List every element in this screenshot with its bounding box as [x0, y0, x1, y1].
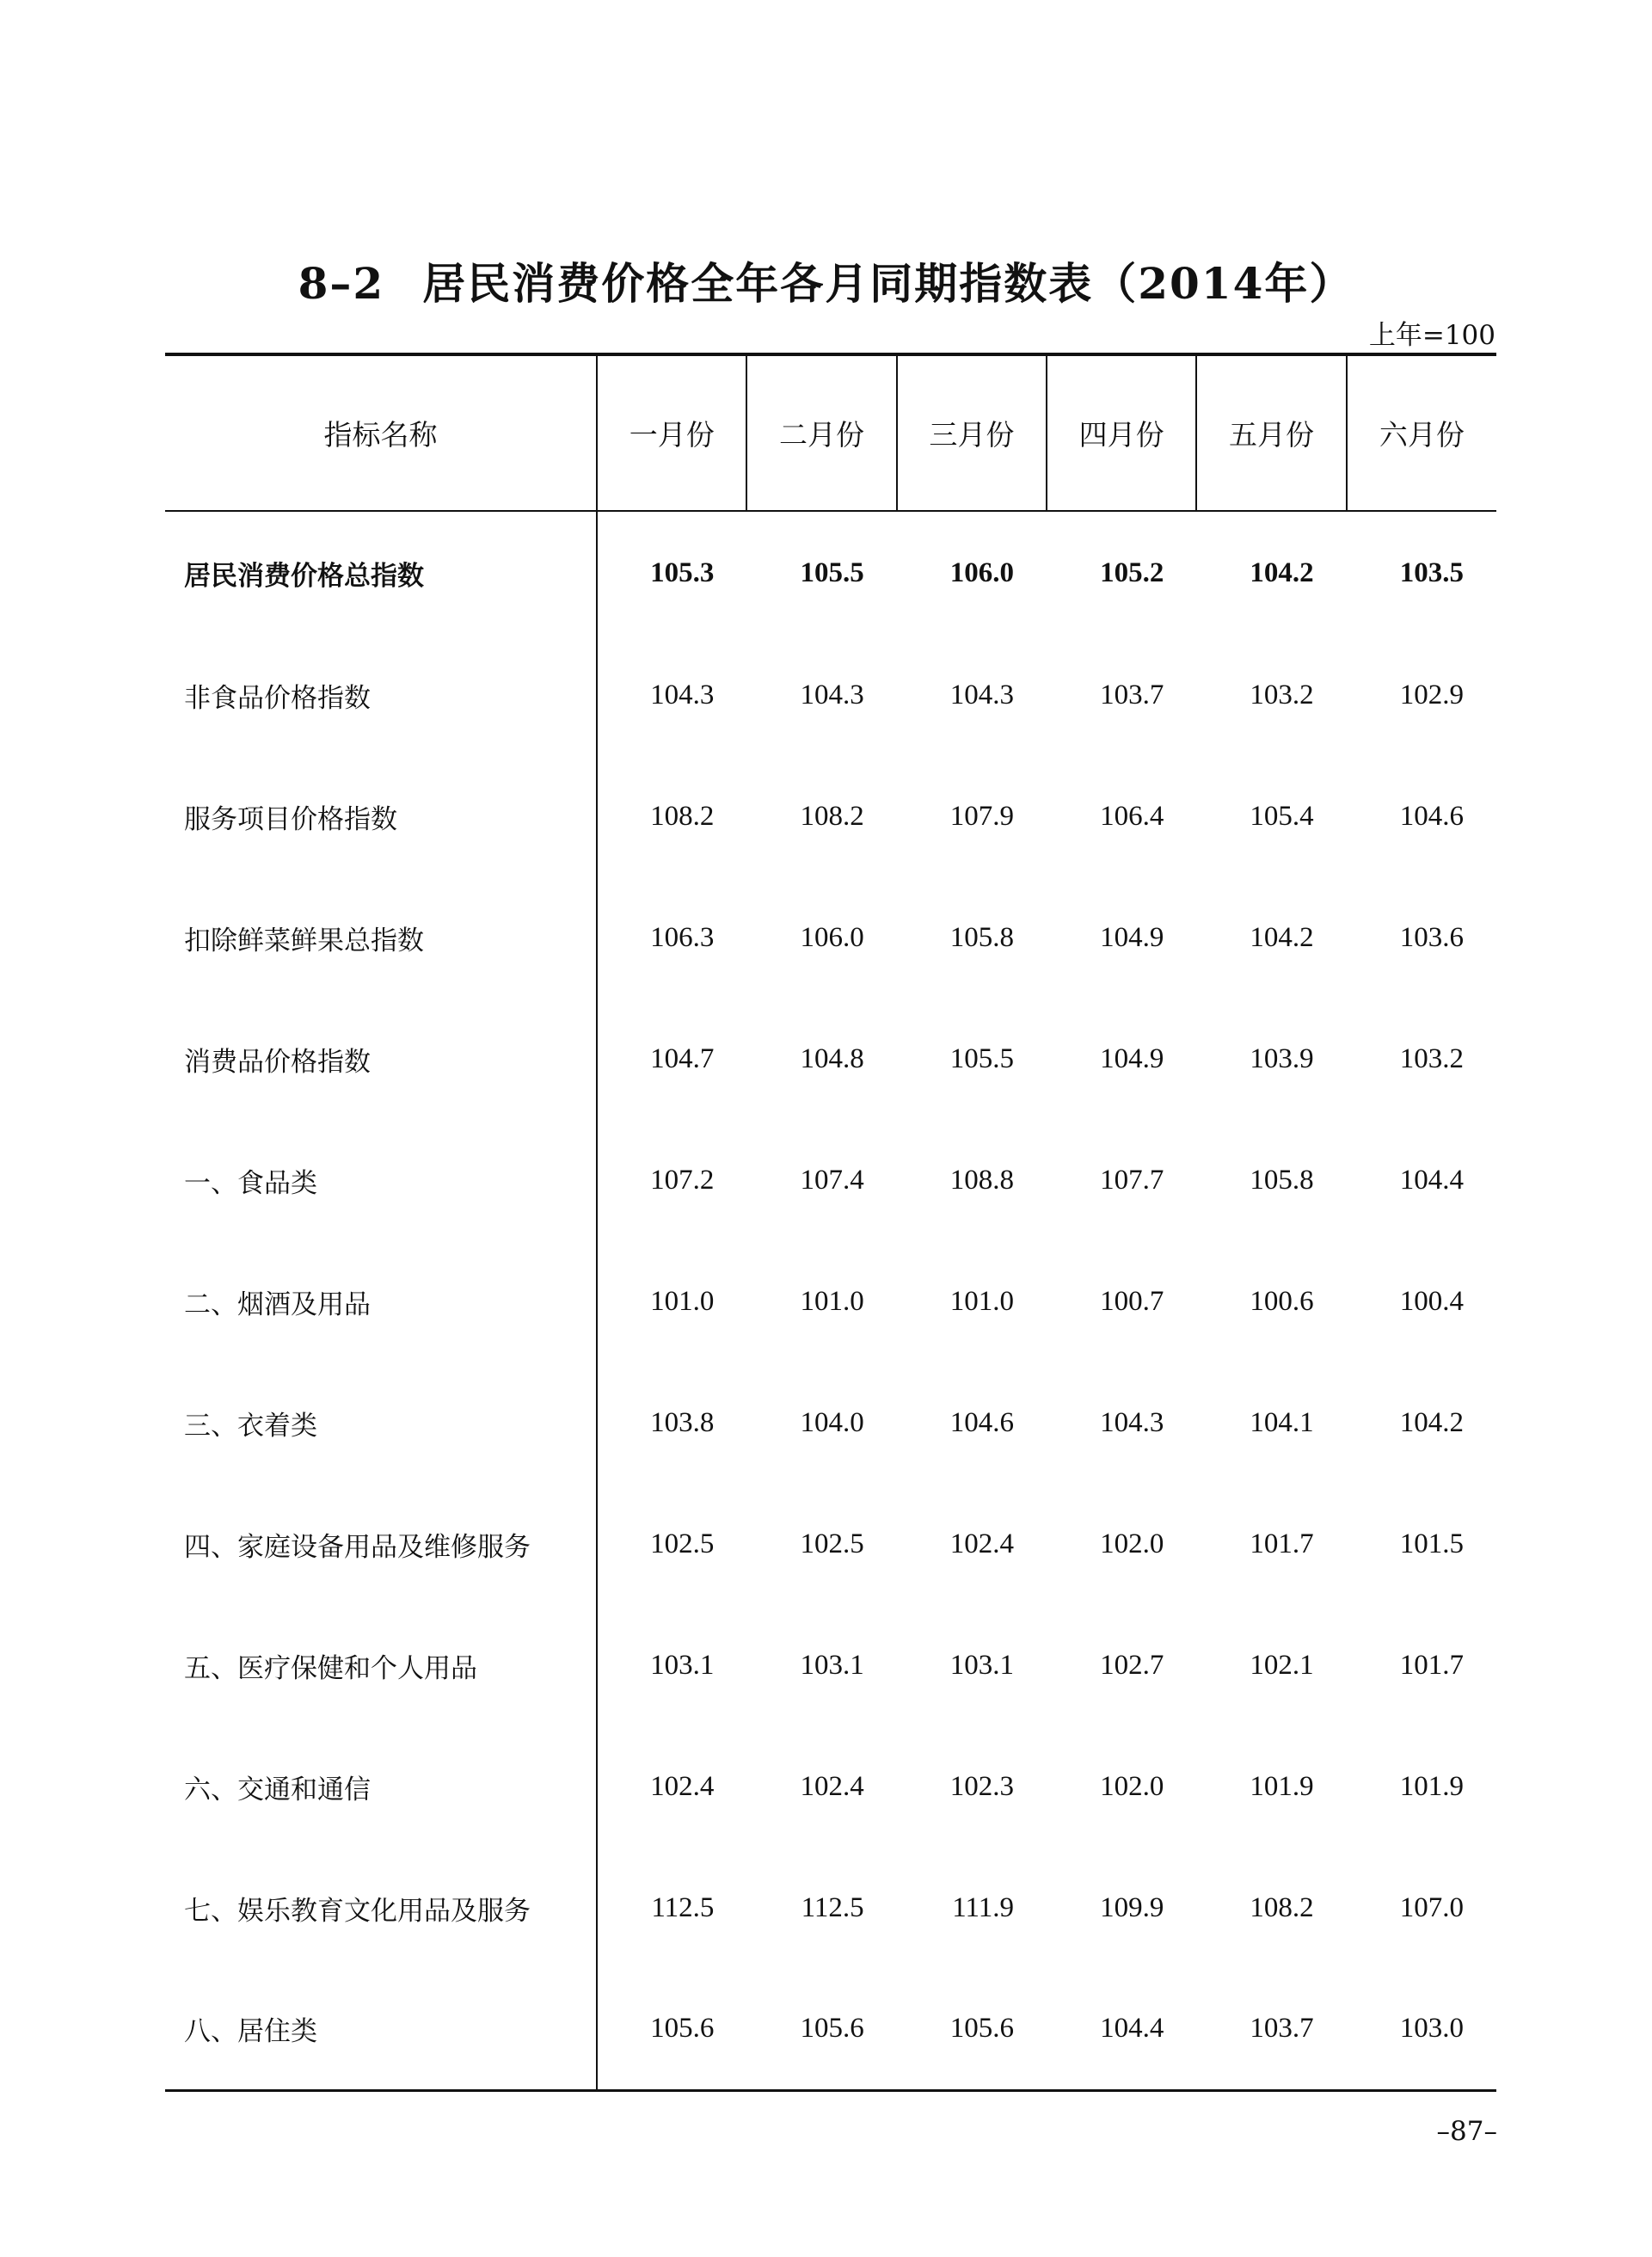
row-value-cell: 108.8 [949, 1165, 1014, 1196]
row-value-cell: 107.7 [1100, 1165, 1164, 1196]
row-value-cell: 106.0 [800, 922, 864, 953]
row-indicator-name: 八、居住类 [165, 1969, 597, 2090]
unit-label: 上年=100 [1368, 320, 1495, 351]
row-value-cell: 103.1 [800, 1650, 864, 1681]
table-row [165, 1241, 1496, 1362]
row-value-cell: 101.5 [1399, 1528, 1464, 1559]
table-row [165, 877, 1496, 999]
row-value-cell: 104.2 [1250, 557, 1314, 588]
row-value-cell: 100.4 [1399, 1286, 1464, 1317]
row-indicator-name: 一、食品类 [165, 1120, 597, 1241]
row-value-cell: 103.5 [1399, 557, 1464, 588]
row-value-cell: 101.9 [1250, 1771, 1314, 1802]
row-indicator-name: 居民消费价格总指数 [165, 511, 597, 635]
row-value-cell: 103.6 [1399, 922, 1464, 953]
row-value-cell: 104.1 [1250, 1407, 1314, 1438]
row-indicator-name: 六、交通和通信 [165, 1726, 597, 1848]
row-indicator-name: 三、衣着类 [165, 1362, 597, 1484]
row-value-cell: 104.9 [1100, 922, 1164, 953]
header-may: 五月份 [1196, 354, 1346, 511]
row-value-cell: 105.4 [1250, 801, 1314, 832]
table-row [165, 635, 1496, 756]
row-value-cell: 102.0 [1100, 1771, 1164, 1802]
row-value-cell: 102.0 [1100, 1528, 1164, 1559]
row-value-cell: 103.7 [1100, 680, 1164, 710]
row-value-cell: 104.8 [800, 1043, 864, 1074]
row-value-cell: 103.1 [650, 1650, 715, 1681]
row-value-cell: 103.8 [650, 1407, 715, 1438]
row-value-cell: 104.3 [949, 680, 1014, 710]
table-row [165, 1484, 1496, 1605]
row-indicator-name: 五、医疗保健和个人用品 [165, 1605, 597, 1726]
page-number: –87– [1436, 2116, 1497, 2147]
row-value-cell: 104.6 [949, 1407, 1014, 1438]
row-value-cell: 102.3 [949, 1771, 1014, 1802]
row-value-cell: 107.2 [650, 1165, 715, 1196]
row-indicator-name: 非食品价格指数 [165, 635, 597, 756]
table-number: 8–2 [298, 258, 385, 309]
table-row [165, 756, 1496, 877]
row-value-cell: 103.1 [949, 1650, 1014, 1681]
row-value-cell: 103.2 [1250, 680, 1314, 710]
row-value-cell: 107.4 [800, 1165, 864, 1196]
cpi-table [165, 353, 1496, 2092]
row-value-cell: 102.7 [1100, 1650, 1164, 1681]
row-value-cell: 104.3 [1100, 1407, 1164, 1438]
row-value-cell: 102.5 [650, 1528, 715, 1559]
row-value-cell: 102.4 [800, 1771, 864, 1802]
row-value-cell: 105.6 [746, 1969, 896, 2090]
header-jan: 一月份 [597, 354, 746, 511]
row-value-cell: 105.5 [949, 1043, 1014, 1074]
row-indicator-name: 服务项目价格指数 [165, 756, 597, 877]
row-value-cell: 102.9 [1399, 680, 1464, 710]
header-feb: 二月份 [746, 354, 896, 511]
header-indicator-name: 指标名称 [165, 354, 597, 511]
table-row [165, 1969, 1496, 2090]
row-value-cell: 111.9 [952, 1892, 1014, 1923]
row-value-cell: 108.2 [800, 801, 864, 832]
row-value-cell: 103.9 [1250, 1043, 1314, 1074]
row-value-cell: 100.6 [1250, 1286, 1314, 1317]
row-value-cell: 101.0 [949, 1286, 1014, 1317]
row-value-cell: 105.3 [650, 557, 715, 588]
table-row [165, 1120, 1496, 1241]
row-value-cell: 105.6 [597, 1969, 746, 2090]
header-mar: 三月份 [897, 354, 1047, 511]
row-indicator-name: 二、烟酒及用品 [165, 1241, 597, 1362]
row-value-cell: 102.4 [650, 1771, 715, 1802]
row-value-cell: 104.9 [1100, 1043, 1164, 1074]
row-value-cell: 106.4 [1100, 801, 1164, 832]
row-value-cell: 112.5 [801, 1892, 864, 1923]
row-value-cell: 108.2 [1250, 1892, 1314, 1923]
row-value-cell: 104.0 [800, 1407, 864, 1438]
row-value-cell: 104.4 [1399, 1165, 1464, 1196]
row-value-cell: 103.2 [1399, 1043, 1464, 1074]
row-value-cell: 103.0 [1347, 1969, 1496, 2090]
table-row [165, 1605, 1496, 1726]
header-jun: 六月份 [1347, 354, 1496, 511]
row-value-cell: 108.2 [650, 801, 715, 832]
row-value-cell: 106.3 [650, 922, 715, 953]
table-row [165, 1848, 1496, 1969]
table-body [165, 511, 1496, 2090]
row-value-cell: 106.0 [949, 557, 1014, 588]
row-value-cell: 102.4 [949, 1528, 1014, 1559]
row-value-cell: 105.5 [800, 557, 864, 588]
row-value-cell: 109.9 [1100, 1892, 1164, 1923]
table-row [165, 1362, 1496, 1484]
page-title [0, 249, 1652, 311]
row-value-cell: 104.3 [800, 680, 864, 710]
row-value-cell: 104.7 [650, 1043, 715, 1074]
row-value-cell: 105.6 [897, 1969, 1047, 2090]
row-value-cell: 102.1 [1250, 1650, 1314, 1681]
row-indicator-name: 七、娱乐教育文化用品及服务 [165, 1848, 597, 1969]
row-value-cell: 104.2 [1250, 922, 1314, 953]
row-value-cell: 101.9 [1399, 1771, 1464, 1802]
row-value-cell: 105.8 [949, 922, 1014, 953]
row-value-cell: 102.5 [800, 1528, 864, 1559]
row-value-cell: 101.7 [1399, 1650, 1464, 1681]
table-row [165, 511, 1496, 635]
header-row [165, 354, 1496, 511]
row-value-cell: 101.0 [800, 1286, 864, 1317]
row-value-cell: 104.4 [1047, 1969, 1196, 2090]
row-value-cell: 112.5 [651, 1892, 715, 1923]
row-value-cell: 101.0 [650, 1286, 715, 1317]
row-indicator-name: 扣除鲜菜鲜果总指数 [165, 877, 597, 999]
row-value-cell: 105.2 [1100, 557, 1164, 588]
row-value-cell: 105.8 [1250, 1165, 1314, 1196]
row-value-cell: 104.6 [1399, 801, 1464, 832]
row-value-cell: 104.2 [1399, 1407, 1464, 1438]
row-value-cell: 107.0 [1399, 1892, 1464, 1923]
row-value-cell: 101.7 [1250, 1528, 1314, 1559]
table-title-text: 居民消费价格全年各月同期指数表（2014年） [422, 258, 1354, 309]
row-indicator-name: 四、家庭设备用品及维修服务 [165, 1484, 597, 1605]
header-apr: 四月份 [1047, 354, 1196, 511]
table-row [165, 1726, 1496, 1848]
table-row [165, 999, 1496, 1120]
row-value-cell: 100.7 [1100, 1286, 1164, 1317]
row-value-cell: 104.3 [650, 680, 715, 710]
row-value-cell: 103.7 [1196, 1969, 1346, 2090]
row-value-cell: 107.9 [949, 801, 1014, 832]
row-indicator-name: 消费品价格指数 [165, 999, 597, 1120]
